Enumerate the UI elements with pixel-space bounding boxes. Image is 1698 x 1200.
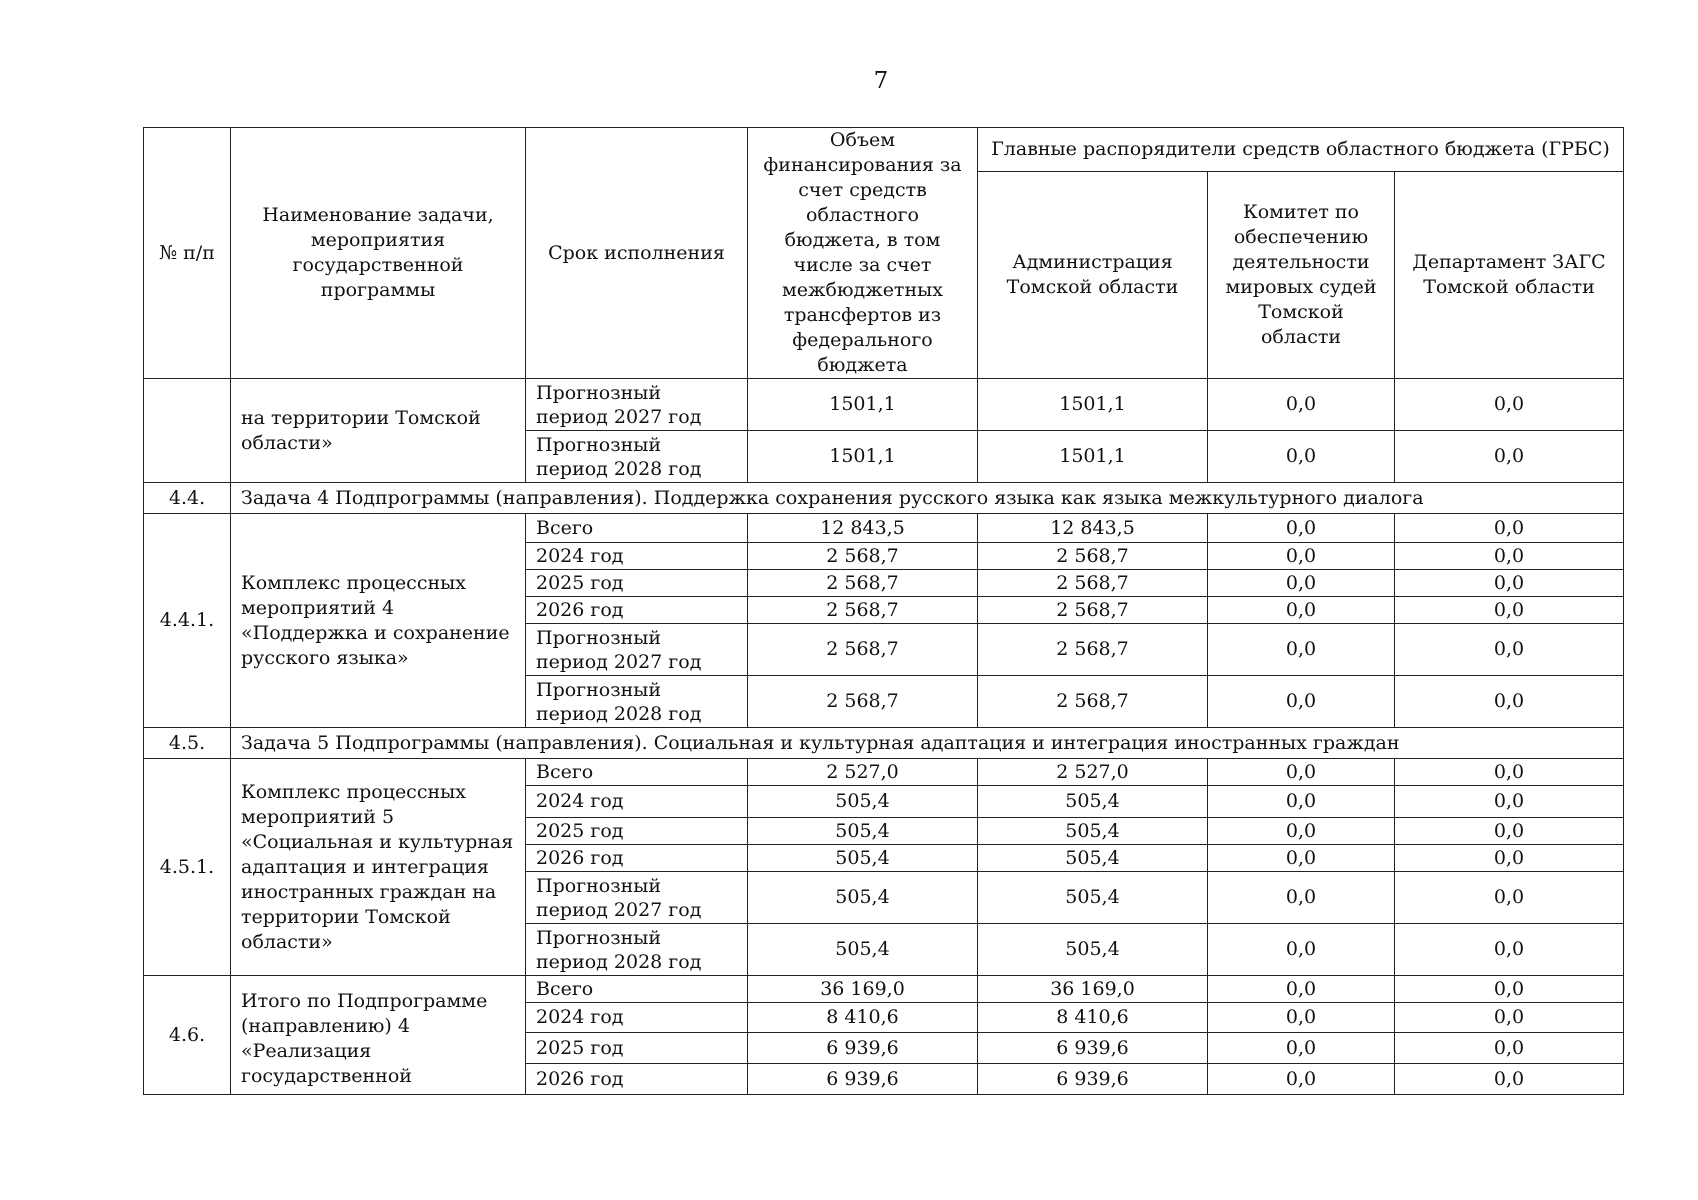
volume-cell: 505,4	[748, 786, 978, 818]
period-cell: 2026 год	[526, 597, 748, 624]
period-cell: 2025 год	[526, 818, 748, 845]
task-row	[144, 483, 1624, 514]
zags-cell: 0,0	[1395, 924, 1624, 976]
admin-cell: 505,4	[978, 872, 1208, 924]
admin-cell: 36 169,0	[978, 976, 1208, 1003]
table-row	[144, 379, 1624, 431]
zags-cell: 0,0	[1395, 1064, 1624, 1095]
period-cell: 2024 год	[526, 786, 748, 818]
table-row	[144, 976, 1624, 1003]
committee-cell: 0,0	[1208, 1064, 1395, 1095]
period-cell: 2026 год	[526, 1064, 748, 1095]
committee-cell: 0,0	[1208, 543, 1395, 570]
item-name: Комплекс процессных мероприятий 4 «Поддержка и сохранение русского языка»	[231, 514, 526, 728]
task-no: 4.5.	[144, 728, 231, 759]
task-no: 4.4.	[144, 483, 231, 514]
period-cell: 2025 год	[526, 1033, 748, 1064]
admin-cell: 2 568,7	[978, 597, 1208, 624]
admin-cell: 6 939,6	[978, 1033, 1208, 1064]
admin-cell: 8 410,6	[978, 1003, 1208, 1033]
zags-cell: 0,0	[1395, 570, 1624, 597]
admin-cell: 2 527,0	[978, 759, 1208, 786]
period-cell: Всего	[526, 759, 748, 786]
admin-cell: 1501,1	[978, 379, 1208, 431]
zags-cell: 0,0	[1395, 759, 1624, 786]
zags-cell: 0,0	[1395, 786, 1624, 818]
volume-cell: 36 169,0	[748, 976, 978, 1003]
volume-cell: 505,4	[748, 872, 978, 924]
admin-cell: 2 568,7	[978, 676, 1208, 728]
continuation-name: на территории Томской области»	[231, 379, 526, 483]
task-row	[144, 728, 1624, 759]
committee-cell: 0,0	[1208, 759, 1395, 786]
table-row	[144, 514, 1624, 543]
admin-cell: 2 568,7	[978, 543, 1208, 570]
period-cell: Прогнозный период 2027 год	[526, 624, 748, 676]
period-cell: Прогнозный период 2028 год	[526, 676, 748, 728]
volume-cell: 2 568,7	[748, 543, 978, 570]
volume-cell: 2 568,7	[748, 624, 978, 676]
header-name: Наименование задачи, мероприятия государственной программы	[231, 128, 526, 379]
committee-cell: 0,0	[1208, 1033, 1395, 1064]
period-cell: Прогнозный период 2027 год	[526, 379, 748, 431]
admin-cell: 505,4	[978, 845, 1208, 872]
zags-cell: 0,0	[1395, 624, 1624, 676]
committee-cell: 0,0	[1208, 676, 1395, 728]
admin-cell: 2 568,7	[978, 570, 1208, 597]
header-committee: Комитет по обеспечению деятельности мировых судей Томской области	[1208, 172, 1395, 379]
zags-cell: 0,0	[1395, 976, 1624, 1003]
committee-cell: 0,0	[1208, 818, 1395, 845]
task-title: Задача 4 Подпрограммы (направления). Поддержка сохранения русского языка как языка межкультурного диалога	[231, 483, 1624, 514]
admin-cell: 6 939,6	[978, 1064, 1208, 1095]
volume-cell: 2 568,7	[748, 597, 978, 624]
period-cell: 2026 год	[526, 845, 748, 872]
zags-cell: 0,0	[1395, 676, 1624, 728]
row-no: 4.5.1.	[144, 759, 231, 976]
total-name: Итого по Подпрограмме (направлению) 4 «Реализация государственной	[231, 976, 526, 1095]
task-title: Задача 5 Подпрограммы (направления). Социальная и культурная адаптация и интеграция иностранных граждан	[231, 728, 1624, 759]
committee-cell: 0,0	[1208, 597, 1395, 624]
item-name: Комплекс процессных мероприятий 5 «Социальная и культурная адаптация и интеграция иностранных граждан на территории Томской области»	[231, 759, 526, 976]
header-zags: Департамент ЗАГС Томской области	[1395, 172, 1624, 379]
row-no: 4.6.	[144, 976, 231, 1095]
committee-cell: 0,0	[1208, 1003, 1395, 1033]
zags-cell: 0,0	[1395, 514, 1624, 543]
zags-cell: 0,0	[1395, 543, 1624, 570]
zags-cell: 0,0	[1395, 872, 1624, 924]
volume-cell: 505,4	[748, 818, 978, 845]
row-no: 4.4.1.	[144, 514, 231, 728]
zags-cell: 0,0	[1395, 431, 1624, 483]
committee-cell: 0,0	[1208, 570, 1395, 597]
table-row	[144, 759, 1624, 786]
row-no	[144, 379, 231, 483]
period-cell: 2025 год	[526, 570, 748, 597]
zags-cell: 0,0	[1395, 597, 1624, 624]
zags-cell: 0,0	[1395, 1003, 1624, 1033]
admin-cell: 505,4	[978, 818, 1208, 845]
volume-cell: 1501,1	[748, 379, 978, 431]
zags-cell: 0,0	[1395, 1033, 1624, 1064]
committee-cell: 0,0	[1208, 872, 1395, 924]
page-number: 7	[873, 68, 889, 94]
period-cell: Всего	[526, 976, 748, 1003]
committee-cell: 0,0	[1208, 976, 1395, 1003]
committee-cell: 0,0	[1208, 379, 1395, 431]
volume-cell: 1501,1	[748, 431, 978, 483]
header-grbs: Главные распорядители средств областного бюджета (ГРБС)	[978, 128, 1624, 172]
period-cell: Прогнозный период 2028 год	[526, 924, 748, 976]
header-admin: Администрация Томской области	[978, 172, 1208, 379]
volume-cell: 8 410,6	[748, 1003, 978, 1033]
volume-cell: 2 568,7	[748, 570, 978, 597]
committee-cell: 0,0	[1208, 624, 1395, 676]
admin-cell: 505,4	[978, 786, 1208, 818]
admin-cell: 505,4	[978, 924, 1208, 976]
zags-cell: 0,0	[1395, 845, 1624, 872]
committee-cell: 0,0	[1208, 431, 1395, 483]
committee-cell: 0,0	[1208, 924, 1395, 976]
admin-cell: 1501,1	[978, 431, 1208, 483]
budget-table	[143, 127, 1624, 1095]
period-cell: 2024 год	[526, 543, 748, 570]
zags-cell: 0,0	[1395, 818, 1624, 845]
volume-cell: 6 939,6	[748, 1033, 978, 1064]
period-cell: Прогнозный период 2027 год	[526, 872, 748, 924]
header-volume: Объем финансирования за счет средств областного бюджета, в том числе за счет межбюджетных трансфертов из федерального бюджета	[748, 128, 978, 379]
volume-cell: 505,4	[748, 845, 978, 872]
volume-cell: 6 939,6	[748, 1064, 978, 1095]
volume-cell: 2 527,0	[748, 759, 978, 786]
zags-cell: 0,0	[1395, 379, 1624, 431]
header-no: № п/п	[144, 128, 231, 379]
admin-cell: 12 843,5	[978, 514, 1208, 543]
volume-cell: 12 843,5	[748, 514, 978, 543]
committee-cell: 0,0	[1208, 786, 1395, 818]
committee-cell: 0,0	[1208, 514, 1395, 543]
header-term: Срок исполнения	[526, 128, 748, 379]
committee-cell: 0,0	[1208, 845, 1395, 872]
volume-cell: 2 568,7	[748, 676, 978, 728]
admin-cell: 2 568,7	[978, 624, 1208, 676]
period-cell: 2024 год	[526, 1003, 748, 1033]
volume-cell: 505,4	[748, 924, 978, 976]
period-cell: Прогнозный период 2028 год	[526, 431, 748, 483]
period-cell: Всего	[526, 514, 748, 543]
